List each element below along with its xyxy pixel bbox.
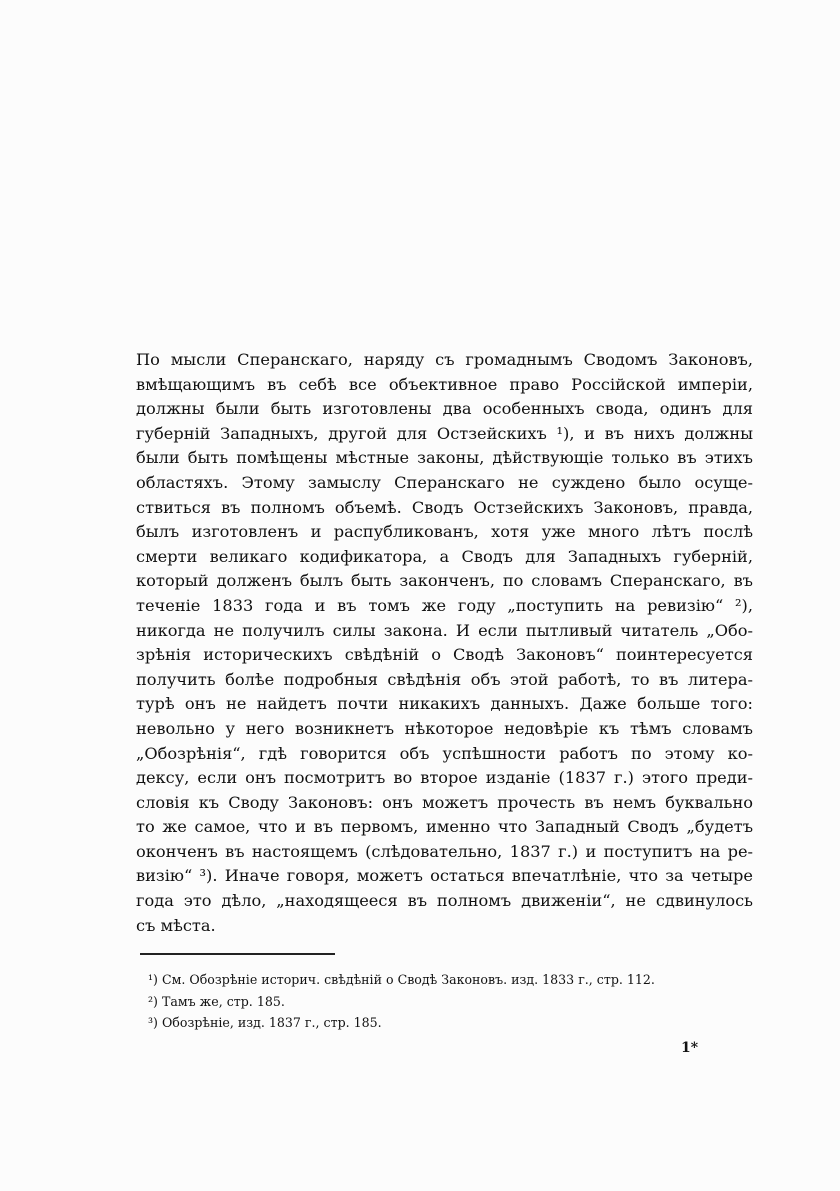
text-line-11: теченіе 1833 года и въ томъ же году „поступить на ревизію“ ²), bbox=[136, 595, 753, 615]
text-line-15: турѣ онъ не найдетъ почти никакихъ данныхъ. Даже больше того: bbox=[136, 694, 753, 714]
text-line-23: года это дѣло, „находящееся въ полномъ движеніи“, не сдвинулось bbox=[136, 891, 753, 911]
text-line-22: визію“ ³). Иначе говоря, можетъ остаться впечатлѣніе, что за четыре bbox=[136, 866, 753, 886]
text-line-1: По мысли Сперанскаго, наряду съ громаднымъ Сводомъ Законовъ, bbox=[136, 350, 753, 369]
text-line-21: оконченъ въ настоящемъ (слѣдовательно, 1837 г.) и поступитъ на ре- bbox=[136, 841, 753, 861]
page-number: 1* bbox=[681, 1040, 699, 1056]
text-line-10: который долженъ былъ быть законченъ, по словамъ Сперанскаго, въ bbox=[136, 571, 753, 591]
footnote-1: ¹) См. Обозрѣніе историч. свѣдѣній о Сводѣ Законовъ. изд. 1833 г., стр. 112. bbox=[148, 972, 655, 987]
footnote-3: ³) Обозрѣніе, изд. 1837 г., стр. 185. bbox=[148, 1015, 382, 1030]
text-line-8: былъ изготовленъ и распубликованъ, хотя уже много лѣтъ послѣ bbox=[136, 522, 753, 542]
text-line-3: должны были быть изготовлены два особенныхъ свода, одинъ для bbox=[136, 399, 753, 419]
text-line-17: „Обозрѣнія“, гдѣ говорится объ успѣшности работъ по этому ко- bbox=[136, 743, 753, 763]
text-line-7: ствиться въ полномъ объемѣ. Сводъ Остзейскихъ Законовъ, правда, bbox=[136, 497, 753, 517]
text-line-16: невольно у него возникнетъ нѣкоторое недовѣріе къ тѣмъ словамъ bbox=[136, 718, 753, 738]
footnote-2: ²) Тамъ же, стр. 185. bbox=[148, 993, 285, 1009]
text-line-12: никогда не получилъ силы закона. И если пытливый читатель „Обо- bbox=[136, 620, 753, 640]
text-line-9: смерти великаго кодификатора, а Сводъ для Западныхъ губерній, bbox=[136, 546, 753, 566]
text-line-4: губерній Западныхъ, другой для Остзейскихъ ¹), и въ нихъ должны bbox=[136, 423, 753, 443]
footnote-divider bbox=[140, 953, 335, 955]
text-line-13: зрѣнія историческихъ свѣдѣній о Сводѣ Законовъ“ поинтересуется bbox=[136, 645, 753, 665]
text-line-6: областяхъ. Этому замыслу Сперанскаго не суждено было осуще- bbox=[136, 472, 753, 492]
body-text bbox=[136, 348, 753, 938]
text-line-20: то же самое, что и въ первомъ, именно что Западный Сводъ „будетъ bbox=[136, 817, 753, 837]
text-line-18: дексу, если онъ посмотритъ во второе изданіе (1837 г.) этого преди- bbox=[136, 768, 753, 788]
text-line-2: вмѣщающимъ въ себѣ все объективное право Россійской имперіи, bbox=[136, 374, 753, 394]
text-line-19: словія къ Своду Законовъ: онъ можетъ прочесть въ немъ буквально bbox=[136, 792, 753, 812]
text-line-14: получить болѣе подробныя свѣдѣнія объ этой работѣ, то въ литера- bbox=[136, 669, 753, 689]
text-line-5: были быть помѣщены мѣстные законы, дѣйствующіе только въ этихъ bbox=[136, 448, 753, 468]
text-line-24: съ мѣста. bbox=[136, 915, 216, 935]
footnotes bbox=[148, 969, 758, 1034]
